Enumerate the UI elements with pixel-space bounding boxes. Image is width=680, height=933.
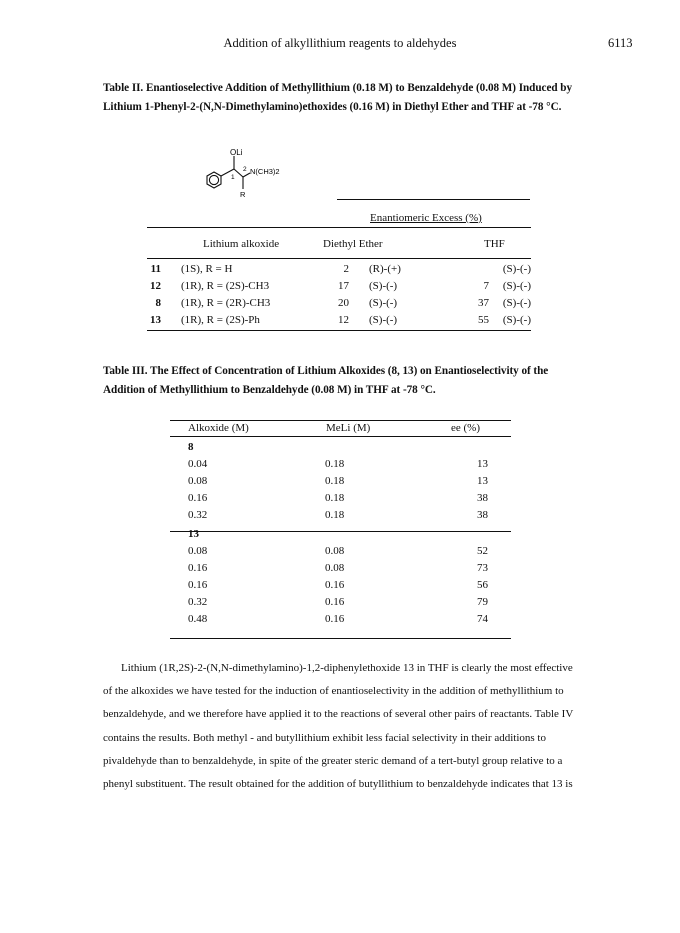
table3-top-rule bbox=[170, 420, 511, 421]
spacer-cell bbox=[349, 260, 369, 277]
table-row bbox=[188, 559, 488, 576]
thf-ee: 37 bbox=[478, 296, 489, 309]
table2 bbox=[147, 260, 531, 328]
table-row bbox=[147, 294, 531, 311]
table2-top-rule bbox=[147, 227, 531, 228]
alkoxide-conc: 0.04 bbox=[188, 457, 208, 470]
table-row bbox=[188, 542, 488, 559]
aromatic-ring-circle bbox=[209, 175, 218, 184]
structure-oli-label: OLi bbox=[230, 148, 243, 157]
table-row bbox=[188, 472, 488, 489]
table2-header-rule bbox=[147, 258, 531, 259]
meli-conc: 0.16 bbox=[325, 595, 345, 608]
ether-configuration: (S)-(-) bbox=[369, 313, 398, 326]
alkoxide-conc: 0.16 bbox=[188, 561, 208, 574]
spacer-cell bbox=[349, 311, 369, 328]
table2-group-header: Enantiomeric Excess (%) bbox=[370, 212, 482, 224]
alkoxide-conc: 0.08 bbox=[188, 474, 208, 487]
thf-ee: 7 bbox=[483, 279, 489, 292]
table3-caption bbox=[103, 362, 573, 400]
spacer-cell bbox=[161, 260, 181, 277]
table3-col-alkoxide: Alkoxide (M) bbox=[188, 422, 249, 434]
ether-ee: 20 bbox=[338, 296, 349, 309]
ee-value: 38 bbox=[477, 491, 488, 504]
compound-id: 8 bbox=[155, 296, 161, 309]
table2-group-topline bbox=[337, 199, 530, 200]
table-row bbox=[188, 576, 488, 593]
table2-col-thf: THF bbox=[484, 238, 505, 250]
alkoxide-conc: 0.32 bbox=[188, 595, 208, 608]
structure-r-label: R bbox=[240, 190, 246, 199]
group-compound: 13 bbox=[188, 527, 199, 540]
table-row bbox=[188, 455, 488, 472]
table2-col-ether: Diethyl Ether bbox=[323, 238, 383, 250]
ether-ee: 2 bbox=[343, 262, 349, 275]
structure-locant-2: 2 bbox=[243, 166, 247, 173]
alkoxide-desc: (1R), R = (2R)-CH3 bbox=[181, 296, 271, 309]
table2-bottom-rule bbox=[147, 330, 531, 331]
group-row bbox=[188, 438, 488, 455]
alkoxide-desc: (1R), R = (2S)-Ph bbox=[181, 313, 260, 326]
spacer-cell bbox=[161, 277, 181, 294]
ether-ee: 12 bbox=[338, 313, 349, 326]
alkoxide-conc: 0.16 bbox=[188, 578, 208, 591]
table2-caption bbox=[103, 79, 573, 117]
spacer-cell bbox=[349, 294, 369, 311]
meli-conc: 0.16 bbox=[325, 612, 345, 625]
ee-value: 38 bbox=[477, 508, 488, 521]
meli-conc: 0.18 bbox=[325, 474, 345, 487]
table3-bottom-rule bbox=[170, 638, 511, 639]
structure-diagram bbox=[196, 147, 306, 199]
table2-label: Table II. bbox=[103, 82, 144, 94]
ee-value: 52 bbox=[477, 544, 488, 557]
table2-col-alkoxide: Lithium alkoxide bbox=[203, 238, 280, 250]
meli-conc: 0.08 bbox=[325, 561, 345, 574]
spacer-cell bbox=[437, 260, 457, 277]
alkoxide-conc: 0.16 bbox=[188, 491, 208, 504]
bond-c2-n bbox=[243, 173, 250, 177]
running-title: Addition of alkyllithium reagents to aldehydes bbox=[223, 36, 457, 50]
ee-value: 79 bbox=[477, 595, 488, 608]
table-row bbox=[188, 593, 488, 610]
ether-ee: 17 bbox=[338, 279, 349, 292]
thf-configuration: (S)-(-) bbox=[502, 262, 531, 275]
ether-configuration: (S)-(-) bbox=[369, 296, 398, 309]
group-row bbox=[188, 523, 488, 542]
ee-value: 13 bbox=[477, 457, 488, 470]
thf-configuration: (S)-(-) bbox=[502, 296, 531, 309]
meli-conc: 0.08 bbox=[325, 544, 345, 557]
spacer-cell bbox=[437, 311, 457, 328]
ee-value: 56 bbox=[477, 578, 488, 591]
compound-id: 11 bbox=[150, 262, 161, 275]
meli-conc: 0.18 bbox=[325, 508, 345, 521]
table3-header-rule bbox=[170, 436, 511, 437]
thf-configuration: (S)-(-) bbox=[502, 279, 531, 292]
thf-configuration: (S)-(-) bbox=[502, 313, 531, 326]
thf-ee: 55 bbox=[478, 313, 489, 326]
meli-conc: 0.18 bbox=[325, 491, 345, 504]
ee-value: 74 bbox=[477, 612, 488, 625]
compound-id: 13 bbox=[150, 313, 161, 326]
alkoxide-conc: 0.32 bbox=[188, 508, 208, 521]
table3-col-ee: ee (%) bbox=[451, 422, 481, 434]
alkoxide-desc: (1S), R = H bbox=[181, 262, 233, 275]
structure-locant-1: 1 bbox=[231, 174, 235, 181]
alkoxide-conc: 0.08 bbox=[188, 544, 208, 557]
alkoxide-conc: 0.48 bbox=[188, 612, 208, 625]
table2-caption-text: Enantioselective Addition of Methyllithium (0.18 M) to Benzaldehyde (0.08 M) Induced by Lithium 1-Phenyl-2-(N,N-Dimethylamino)ethoxides (0.16 M) in Diethyl Ether and THF at -78 °C. bbox=[103, 82, 572, 113]
ee-value: 13 bbox=[477, 474, 488, 487]
compound-id: 12 bbox=[150, 279, 161, 292]
table-row bbox=[188, 610, 488, 627]
thf-ee bbox=[457, 260, 489, 277]
ee-value: 73 bbox=[477, 561, 488, 574]
group-compound: 8 bbox=[188, 440, 194, 453]
alkoxide-desc: (1R), R = (2S)-CH3 bbox=[181, 279, 270, 292]
meli-conc: 0.16 bbox=[325, 578, 345, 591]
table3-col-meli: MeLi (M) bbox=[326, 422, 371, 434]
table-row bbox=[188, 489, 488, 506]
page-number: 6113 bbox=[608, 36, 633, 50]
table3 bbox=[188, 438, 488, 627]
structure-amine-label: N(CH3)2 bbox=[250, 167, 280, 176]
bond-c1-c2 bbox=[234, 169, 243, 177]
table3-caption-text: The Effect of Concentration of Lithium Alkoxides (8, 13) on Enantioselectivity of the Addition of Methyllithium to Benzaldehyde (0.08 M) in THF at -78 °C. bbox=[103, 365, 549, 396]
spacer-cell bbox=[161, 311, 181, 328]
spacer-cell bbox=[437, 277, 457, 294]
body-paragraph bbox=[103, 657, 578, 796]
spacer-cell bbox=[349, 277, 369, 294]
ether-configuration: (R)-(+) bbox=[369, 262, 401, 275]
spacer-cell bbox=[437, 294, 457, 311]
meli-conc: 0.18 bbox=[325, 457, 345, 470]
table3-label: Table III. bbox=[103, 365, 148, 377]
table-row bbox=[147, 260, 531, 277]
table-row bbox=[188, 506, 488, 523]
table-row bbox=[147, 311, 531, 328]
ether-configuration: (S)-(-) bbox=[369, 279, 398, 292]
spacer-cell bbox=[161, 294, 181, 311]
body-paragraph-text: Lithium (1R,2S)-2-(N,N-dimethylamino)-1,2-diphenylethoxide 13 in THF is clearly the most effective of the alkoxides we have tested for the induction of enantioselectivity in the addition of methyllithium to benzaldehyde, and we therefore have applied it to the reactions of several other pairs of reactants. Table IV contains the results. Both methyl - and butyllithium exhibit less facial selectivity in their additions to pivaldehyde than to benzaldehyde, in spite of the greater steric demand of a tert-butyl group relative to a phenyl substituent. The result obtained for the addition of butyllithium to benzaldehyde indicates that 13 is bbox=[103, 662, 574, 791]
table-row bbox=[147, 277, 531, 294]
